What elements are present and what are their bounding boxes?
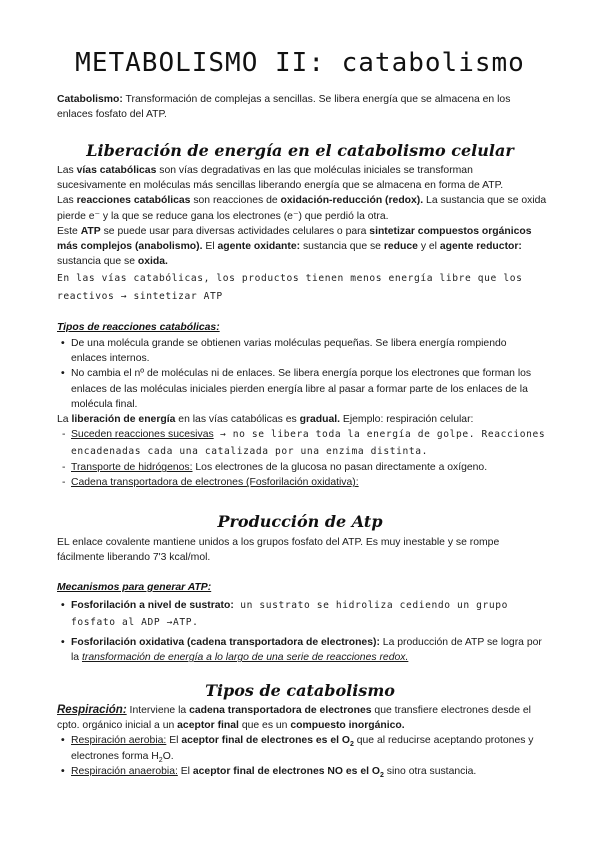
types-reactions-heading: Tipos de reacciones catabólicas: — [57, 322, 220, 333]
bold-text: agente oxidante: — [217, 241, 301, 253]
intro-line1: Transformación de complejas a sencillas. Se libera energía que se almacena en los — [125, 94, 511, 105]
section-heading-liberacion: Liberación de energía en el catabolismo celular — [86, 141, 514, 160]
text: El — [202, 241, 218, 253]
text: enlaces internos. — [71, 353, 150, 365]
list-item — [57, 366, 547, 412]
text: La — [57, 414, 72, 426]
bold-text: aceptor final de electrones es el O — [181, 735, 350, 747]
text: que es un — [238, 720, 291, 732]
text: cpto. orgánico inicial a un — [57, 720, 178, 732]
text: Ejemplo: respiración celular: — [340, 414, 474, 426]
intro-line2: enlaces fosfato del ATP. — [57, 109, 167, 121]
underlined-text: Cadena transportadora de electrones (Fosforilación oxidativa): — [71, 477, 359, 489]
bold-text: gradual. — [299, 414, 341, 426]
section1-body — [57, 163, 547, 269]
bold-text: liberación de energía — [71, 414, 176, 426]
text: Interviene la — [126, 705, 190, 716]
text: La sustancia que se oxida — [423, 195, 547, 207]
underlined-text: Suceden reacciones sucesivas — [71, 429, 214, 441]
subscript: 2 — [158, 756, 163, 764]
text: sino otra sustancia. — [383, 765, 477, 777]
gradual-paragraph — [57, 412, 547, 427]
text: electrones forma H — [71, 750, 159, 762]
list-item — [57, 733, 547, 763]
text: Las — [57, 195, 77, 207]
handwritten-note — [57, 270, 547, 306]
bold-text: aceptor final — [177, 720, 239, 732]
list-item — [57, 427, 547, 460]
underlined-text: Transporte de hidrógenos: — [71, 462, 193, 474]
text: la — [71, 652, 82, 664]
text: en las vías catabólicas es — [175, 414, 300, 426]
text: son vías degradativas en las que moléculas iniciales se transforman — [156, 165, 473, 176]
text: y el — [417, 241, 440, 253]
text: Este — [57, 225, 81, 237]
underlined-text: Respiración anaerobia: — [71, 765, 178, 777]
bold-text: reduce — [383, 241, 418, 253]
subscript: 2 — [379, 771, 384, 779]
intro-paragraph — [57, 92, 547, 122]
text: pierde e⁻ y la que se reduce gana los electrones (e⁻) que perdió la otra. — [57, 210, 389, 222]
bold-text: sintetizar compuestos orgánicos — [369, 225, 532, 237]
types-reactions-list — [57, 336, 547, 491]
text: sustancia que se — [57, 256, 138, 268]
underlined-text: Respiración aerobia: — [71, 735, 167, 747]
text: Las — [57, 165, 77, 176]
handwritten-line: reactivos → sintetizar ATP — [57, 291, 223, 302]
section-heading-produccion: Producción de Atp — [217, 512, 383, 531]
text: O. — [162, 750, 174, 762]
handwritten-line: En las vías catabólicas, los productos tienen menos energía libre que los — [57, 273, 523, 284]
section3-body — [57, 703, 547, 779]
list-item — [57, 764, 547, 779]
list-item — [57, 460, 547, 475]
section2-body — [57, 535, 547, 565]
text: molécula final. — [71, 398, 138, 410]
list-item — [57, 475, 547, 490]
list-item — [57, 635, 547, 665]
respiration-label: Respiración: — [57, 704, 127, 716]
text: que al reducirse aceptando protones y — [353, 735, 534, 747]
text: se puede usar para diversas actividades celulares o para — [100, 225, 370, 237]
mechanisms-list — [57, 597, 547, 665]
text: Los electrones de la glucosa no pasan directamente a oxígeno. — [192, 462, 488, 474]
text: que transfiere electrones desde el — [371, 705, 531, 716]
text: sucesivamente en moléculas más sencillas liberando energía que se almacena en forma de ATP. — [57, 180, 504, 192]
text: son reacciones de — [190, 195, 281, 207]
handwritten-line: encadenadas cada una catalizada por una enzima distinta. — [71, 445, 429, 457]
bold-text: más complejos (anabolismo). — [57, 241, 203, 253]
text: El — [177, 765, 193, 777]
text: EL enlace covalente mantiene unidos a los grupos fosfato del ATP. Es muy inestable y se rompe — [57, 537, 500, 548]
intro-term: Catabolismo: — [57, 94, 123, 105]
bold-text: ATP — [80, 225, 101, 237]
bold-text: cadena transportadora de electrones — [189, 705, 372, 716]
page-title: METABOLISMO II: catabolismo — [75, 48, 525, 78]
text: enlaces de las moléculas iniciales pierden energía libre al pasar a formar parte de los enlaces de la — [71, 383, 528, 395]
handwritten-line: fosfato al ADP →ATP. — [71, 617, 199, 628]
bold-text: agente reductor: — [439, 241, 522, 253]
bold-text: oxida. — [137, 256, 168, 268]
text: No cambia el nº de moléculas ni de enlaces. Se libera energía porque los electrones que forman los — [71, 368, 532, 380]
underlined-italic-text: transformación de energía a lo largo de una serie de reacciones redox. — [81, 652, 409, 664]
bold-text: Fosforilación oxidativa (cadena transportadora de electrones): — [71, 637, 380, 648]
bold-text: reacciones catabólicas — [76, 195, 191, 207]
list-item — [57, 597, 547, 631]
bold-text: vías catabólicas — [76, 165, 157, 176]
bold-text: compuesto inorgánico. — [290, 720, 405, 732]
subscript: 2 — [349, 741, 354, 749]
section-heading-tipos: Tipos de catabolismo — [205, 681, 395, 700]
bold-text: aceptor final de electrones NO es el O — [192, 765, 380, 777]
text: sustancia que se — [300, 241, 384, 253]
handwritten-line: un sustrato se hidroliza cediendo un grupo — [233, 600, 508, 611]
text: El — [166, 735, 182, 747]
mechanisms-heading: Mecanismos para generar ATP: — [57, 582, 212, 593]
bold-text: Fosforilación a nivel de sustrato: — [71, 600, 234, 611]
handwritten-line: → no se libera toda la energía de golpe. Reacciones — [213, 429, 546, 441]
text: La producción de ATP se logra por — [379, 637, 542, 648]
text: De una molécula grande se obtienen varias moléculas pequeñas. Se libera energía rompiendo — [71, 338, 507, 349]
list-item — [57, 336, 547, 366]
text: fácilmente liberando 7'3 kcal/mol. — [57, 552, 211, 564]
bold-text: oxidación-reducción (redox). — [280, 195, 424, 207]
